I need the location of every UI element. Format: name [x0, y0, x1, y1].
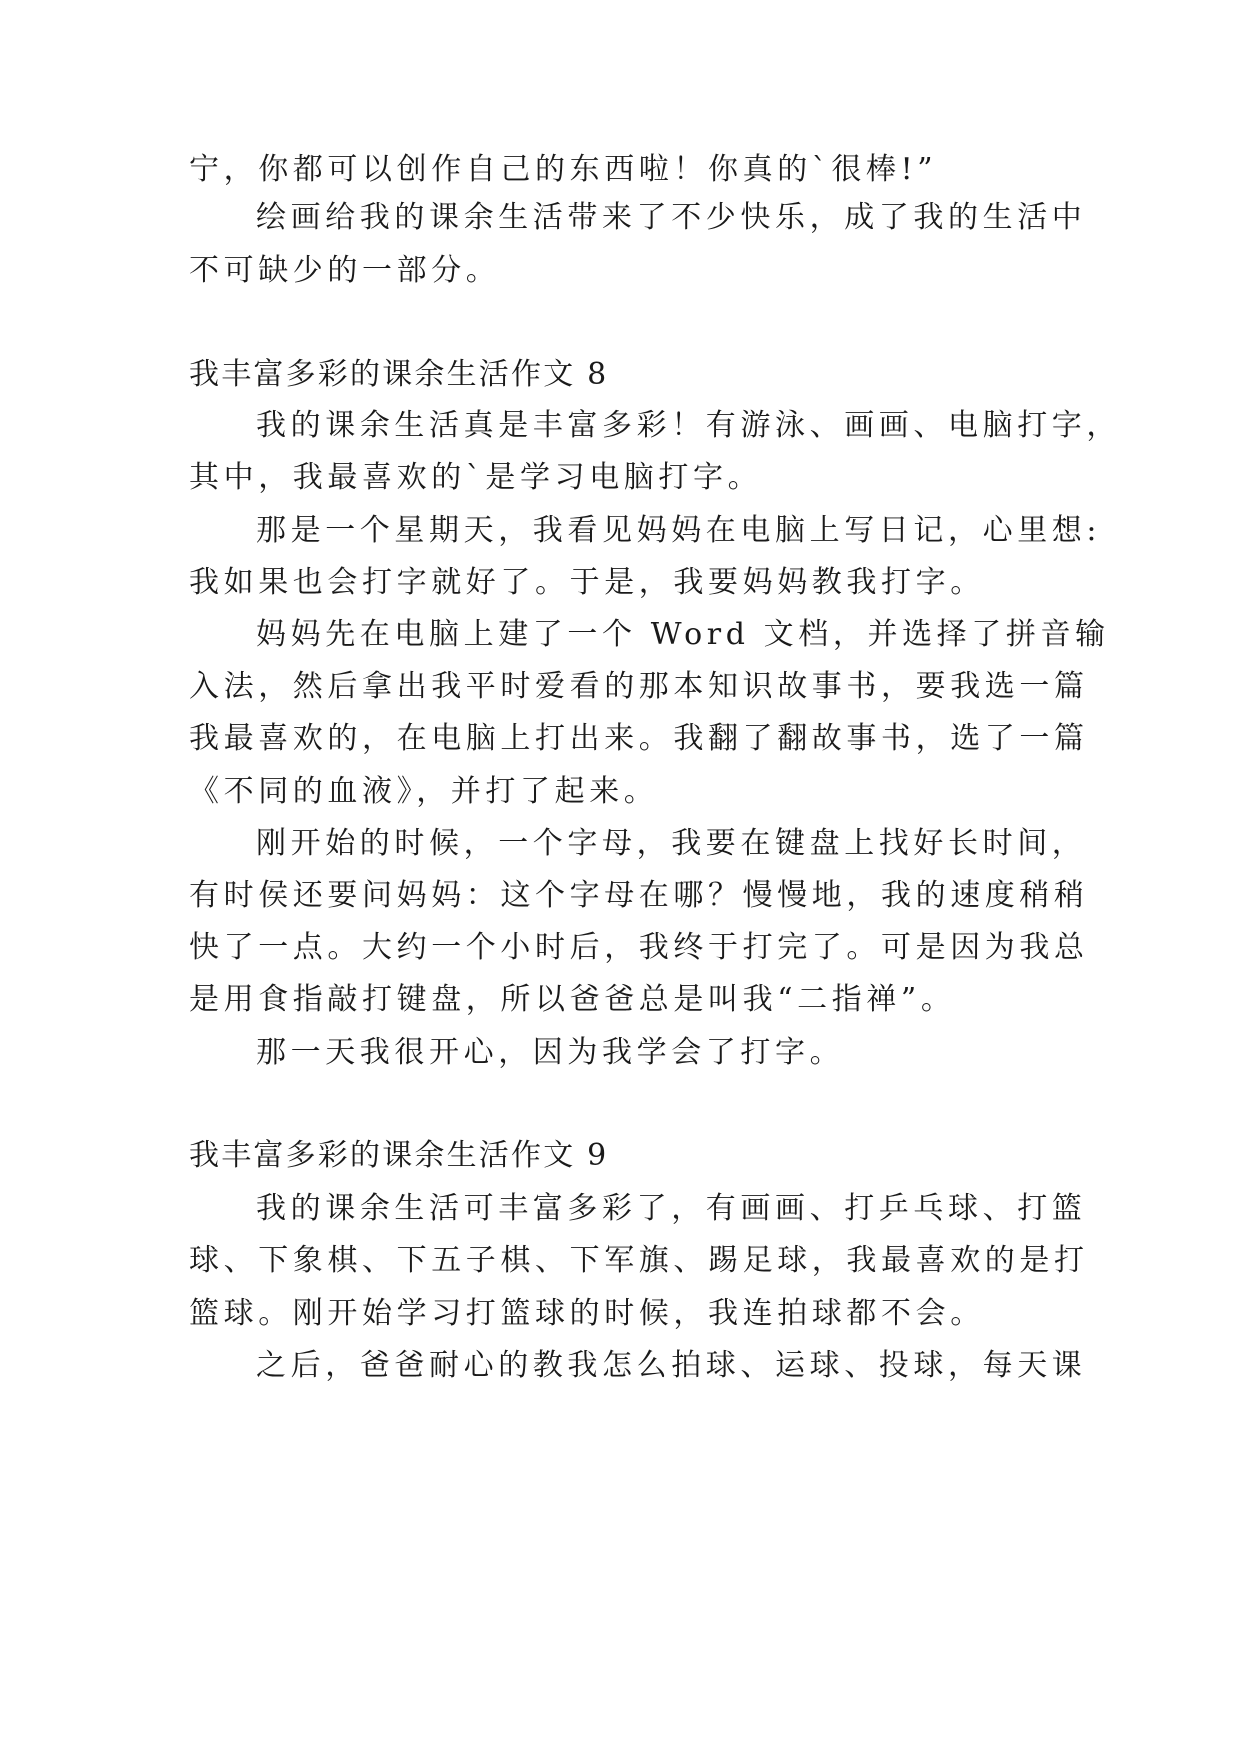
- paragraph-line: 快了一点。大约一个小时后，我终于打完了。可是因为我总: [189, 930, 1089, 965]
- paragraph-line: 球、下象棋、下五子棋、下军旗、踢足球，我最喜欢的是打: [189, 1243, 1089, 1278]
- paragraph-line: 入法，然后拿出我平时爱看的那本知识故事书，要我选一篇: [189, 669, 1089, 704]
- paragraph-line: 宁，你都可以创作自己的东西啦！你真的`很棒!”: [189, 152, 938, 187]
- paragraph-line: 刚开始的时候，一个字母，我要在键盘上找好长时间，: [256, 826, 1087, 861]
- paragraph-line: 我如果也会打字就好了。于是，我要妈妈教我打字。: [189, 565, 985, 600]
- paragraph-line: 《不同的血液》，并打了起来。: [189, 774, 659, 809]
- paragraph-line: 妈妈先在电脑上建了一个 Word 文档，并选择了拼音输: [256, 617, 1110, 652]
- paragraph-line: 我的课余生活真是丰富多彩！有游泳、画画、电脑打字，: [256, 408, 1121, 443]
- paragraph-line: 篮球。刚开始学习打篮球的时候，我连拍球都不会。: [189, 1296, 985, 1331]
- paragraph-line: 有时侯还要问妈妈：这个字母在哪？慢慢地，我的速度稍稍: [189, 878, 1089, 913]
- paragraph-line: 我的课余生活可丰富多彩了，有画画、打乒乓球、打篮: [256, 1191, 1087, 1226]
- section-title-9: 我丰富多彩的课余生活作文 9: [189, 1138, 609, 1173]
- paragraph-line: 我最喜欢的，在电脑上打出来。我翻了翻故事书，选了一篇: [189, 721, 1089, 756]
- paragraph-line: 那一天我很开心，因为我学会了打字。: [256, 1035, 845, 1070]
- paragraph-line: 之后，爸爸耐心的教我怎么拍球、运球、投球，每天课: [256, 1348, 1087, 1383]
- paragraph-line: 不可缺少的一部分。: [189, 253, 501, 288]
- paragraph-line: 那是一个星期天，我看见妈妈在电脑上写日记，心里想:: [256, 513, 1102, 548]
- paragraph-line: 是用食指敲打键盘，所以爸爸总是叫我“二指禅”。: [189, 982, 956, 1017]
- paragraph-line: 其中，我最喜欢的`是学习电脑打字。: [189, 460, 763, 495]
- section-title-8: 我丰富多彩的课余生活作文 8: [189, 357, 609, 392]
- paragraph-line: 绘画给我的课余生活带来了不少快乐，成了我的生活中: [256, 200, 1087, 235]
